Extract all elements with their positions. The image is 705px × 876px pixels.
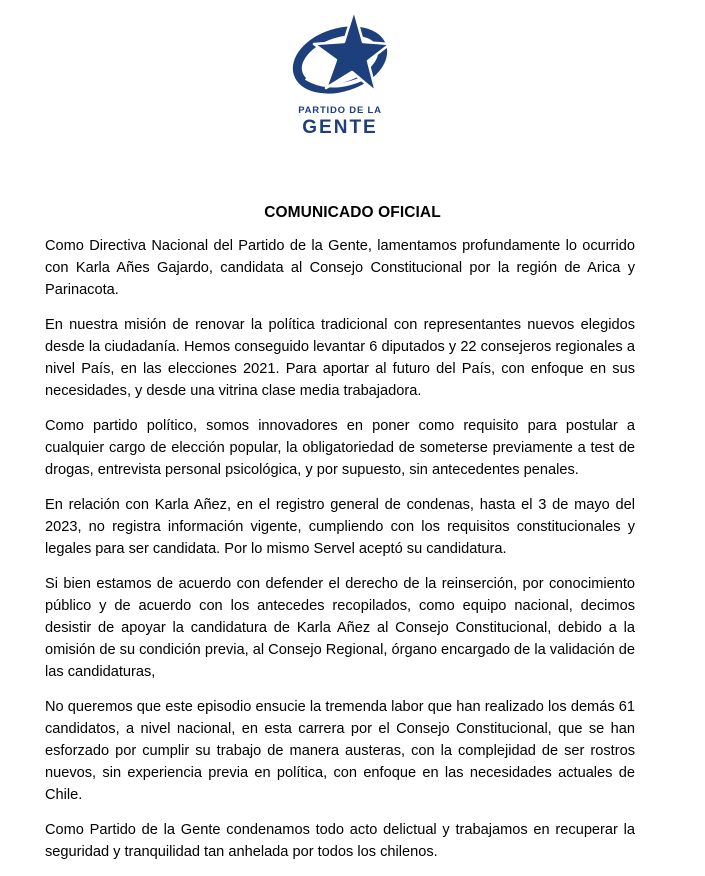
document-title: COMUNICADO OFICIAL <box>264 204 441 221</box>
star-swoosh-icon <box>286 8 394 104</box>
paragraph-4: En relación con Karla Añez, en el registro general de condenas, hasta el 3 de mayo del 2023, no registra información vigente, cumpliendo con los requisitos constitucionales y legales para ser candidata. Por lo mismo Servel aceptó su candidatura. <box>45 497 635 557</box>
party-logo <box>286 8 394 138</box>
document-body <box>45 235 635 876</box>
paragraph-2: En nuestra misión de renovar la política tradicional con representantes nuevos elegidos desde la ciudadanía. Hemos conseguido levantar 6 diputados y 22 consejeros regionales a nivel País, en las elecciones 2021. Para aportar al futuro del País, con enfoque en sus necesidades, y desde una vitrina clase media trabajadora. <box>45 317 635 399</box>
paragraph-7: Como Partido de la Gente condenamos todo acto delictual y trabajamos en recuperar la seguridad y tranquilidad tan anhelada por todos los chilenos. <box>45 822 635 860</box>
paragraph-1: Como Directiva Nacional del Partido de la Gente, lamentamos profundamente lo ocurrido con Karla Añes Gajardo, candidata al Consejo Constitucional por la región de Arica y Parinacota. <box>45 238 635 298</box>
paragraph-5: Si bien estamos de acuerdo con defender el derecho de la reinserción, por conocimiento público y de acuerdo con los antecedes recopilados, como equipo nacional, decimos desistir de apoyar la candidatura de Karla Añez al Consejo Constitucional, debido a la omisión de su condición previa, al Consejo Regional, órgano encargado de la validación de las candidaturas, <box>45 576 635 680</box>
paragraph-6: No queremos que este episodio ensucie la tremenda labor que han realizado los demás 61 candidatos, a nivel nacional, en esta carrera por el Consejo Constitucional, que se han esforzado por cumplir su trabajo de manera austeras, con la complejidad de ser rostros nuevos, sin experiencia previa en política, con enfoque en las necesidades actuales de Chile. <box>45 699 635 803</box>
paragraph-3: Como partido político, somos innovadores en poner como requisito para postular a cualquier cargo de elección popular, la obligatoriedad de someterse previamente a test de drogas, entrevista personal psicológica, y por supuesto, sin antecedentes penales. <box>45 418 635 478</box>
logo-text-line1: PARTIDO DE LA <box>298 105 382 116</box>
logo-text-line2: GENTE <box>302 117 378 138</box>
